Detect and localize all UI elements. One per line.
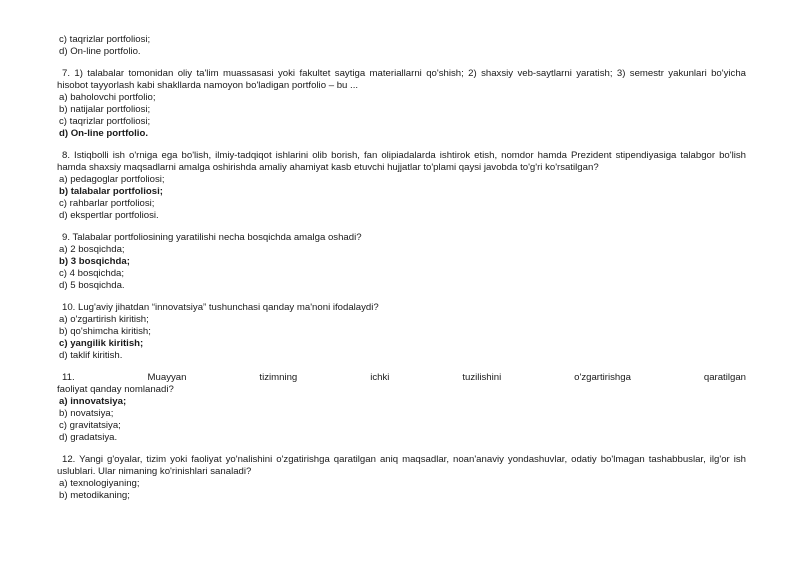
correct-option: a) innovatsiya; <box>59 396 127 407</box>
option: d) taklif kiritish. <box>59 350 123 361</box>
option: b) novatsiya; <box>59 408 114 419</box>
option: b) natijalar portfoliosi; <box>59 104 151 115</box>
question-text: 7. 1) talabalar tomonidan oliy ta'lim muassasasi yoki fakultet saytiga materiallarni qo'shish; 2) shaxsiy veb-saytlarni yaratish; 3) semestr yakunlari bo'yicha hisobot tayyorlash kabi shakllarda namoyon bo'ladigan portfolio – bu ... <box>57 68 746 91</box>
option: d) ekspertlar portfoliosi. <box>59 210 159 221</box>
correct-option: c) yangilik kiritish; <box>59 338 144 349</box>
option: a) 2 bosqichda; <box>59 244 125 255</box>
question-word: tizimning <box>259 372 298 383</box>
option: a) o'zgartirish kiritish; <box>59 314 149 325</box>
question-word: ichki <box>370 372 390 383</box>
correct-option: b) 3 bosqichda; <box>59 256 130 267</box>
option: b) metodikaning; <box>59 490 130 501</box>
question-word: o'zgartirishga <box>574 372 631 383</box>
option: c) taqrizlar portfoliosi; <box>59 34 151 45</box>
question-text: 8. Istiqbolli ish o'rniga ega bo'lish, ilmiy-tadqiqot ishlarini olib borish, fan olipiadalarda ishtirok etish, nomdor hamda Prezident stipendiyasiga talabgor bo'lish hamda shaxsiy maqsadlarni amalga oshirishda amaliy ahamiyat kasb etuvchi hujjatlar to'plami qaysi javobda to'g'ri ko'rsatilgan? <box>57 150 746 173</box>
option: a) baholovchi portfolio; <box>59 92 156 103</box>
question-9 <box>57 232 746 292</box>
option: c) 4 bosqichda; <box>59 268 125 279</box>
option: d) 5 bosqichda. <box>59 280 125 291</box>
question-text: 9. Talabalar portfoliosining yaratilishi necha bosqichda amalga oshadi? <box>62 232 362 243</box>
correct-option: d) On-line portfolio. <box>59 128 148 139</box>
option: d) gradatsiya. <box>59 432 118 443</box>
option: c) rahbarlar portfoliosi; <box>59 198 155 209</box>
top-options <box>57 34 746 58</box>
question-text: 12. Yangi g'oyalar, tizim yoki faoliyat yo'nalishini o'zgatirishga qaratilgan aniq maqsadlar, noan'anaviy yondashuvlar, odatiy bo'lmagan tashabbuslar, ilg'or ish uslublari. Ular nimaning ko'rinishlari sanaladi? <box>57 454 746 477</box>
question-word: qaratilgan <box>703 372 746 383</box>
option: a) texnologiyaning; <box>59 478 140 489</box>
question-word: Muayyan <box>147 372 187 383</box>
question-7 <box>57 68 746 140</box>
question-12 <box>57 454 746 502</box>
option: a) pedagoglar portfoliosi; <box>59 174 165 185</box>
question-text <box>57 372 746 384</box>
option: d) On-line portfolio. <box>59 46 141 57</box>
question-10 <box>57 302 746 362</box>
question-11 <box>57 372 746 444</box>
question-text: 10. Lug'aviy jihatdan “innovatsiya” tushunchasi qanday ma'noni ifodalaydi? <box>62 302 379 313</box>
question-word: tuzilishini <box>462 372 502 383</box>
question-8 <box>57 150 746 222</box>
question-text-tail: faoliyat qanday nomlanadi? <box>57 384 174 395</box>
question-word: 11. <box>62 372 75 383</box>
option: c) taqrizlar portfoliosi; <box>59 116 151 127</box>
option: c) gravitatsiya; <box>59 420 121 431</box>
option: b) qo'shimcha kiritish; <box>59 326 151 337</box>
correct-option: b) talabalar portfoliosi; <box>59 186 163 197</box>
